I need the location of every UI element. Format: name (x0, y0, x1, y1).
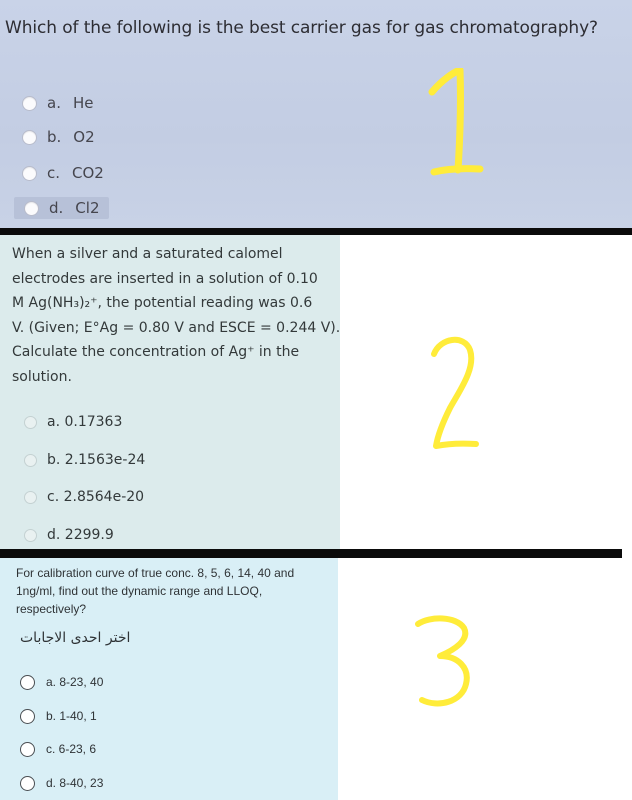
question-3-text: For calibration curve of true conc. 8, 5, 6, 14, 40 and 1ng/ml, find out the dynamic range and LLOQ, respectively? (16, 566, 295, 616)
radio-icon[interactable] (24, 416, 37, 429)
radio-icon[interactable] (24, 529, 37, 542)
radio-icon[interactable] (20, 776, 35, 791)
radio-icon[interactable] (20, 709, 35, 724)
radio-icon[interactable] (22, 130, 37, 145)
divider (0, 549, 622, 558)
divider (0, 228, 632, 235)
radio-icon[interactable] (22, 166, 37, 181)
q1-option-a[interactable]: a. He (22, 92, 93, 114)
radio-icon[interactable] (24, 454, 37, 467)
radio-icon[interactable] (20, 675, 35, 690)
radio-icon[interactable] (24, 201, 39, 216)
q1-option-d[interactable]: d. Cl2 (14, 197, 109, 219)
q3-option-c[interactable]: c. 6-23, 6 (20, 737, 96, 761)
q2-option-a[interactable]: a. 0.17363 (24, 412, 122, 432)
q2-option-b[interactable]: b. 2.1563e-24 (24, 450, 145, 470)
q3-option-a[interactable]: a. 8-23, 40 (20, 670, 103, 694)
q2-option-d[interactable]: d. 2299.9 (24, 525, 114, 545)
q3-option-d[interactable]: d. 8-40, 23 (20, 771, 103, 795)
handwritten-number-3 (408, 612, 478, 712)
choose-answer-label: اختر احدى الاجابات (20, 630, 131, 646)
q1-option-b[interactable]: b. O2 (22, 126, 95, 148)
question-1-text: Which of the following is the best carrier gas for gas chromatography? (5, 18, 598, 38)
radio-icon[interactable] (20, 742, 35, 757)
question-2-text: When a silver and a saturated calomel electrodes are inserted in a solution of 0.10 M Ag(NH₃)₂⁺, the potential reading was 0.6 V. (Given; E°Ag = 0.80 V and ESCE = 0.244 V). Calculate the concentration of Ag⁺ in the solution. (12, 246, 341, 385)
question-1-panel (0, 0, 632, 228)
radio-icon[interactable] (22, 96, 37, 111)
q3-option-b[interactable]: b. 1-40, 1 (20, 704, 97, 728)
radio-icon[interactable] (24, 491, 37, 504)
handwritten-number-2 (420, 330, 490, 455)
q1-option-c[interactable]: c. CO2 (22, 162, 104, 184)
q2-option-c[interactable]: c. 2.8564e-20 (24, 487, 144, 507)
handwritten-number-1 (420, 68, 490, 183)
